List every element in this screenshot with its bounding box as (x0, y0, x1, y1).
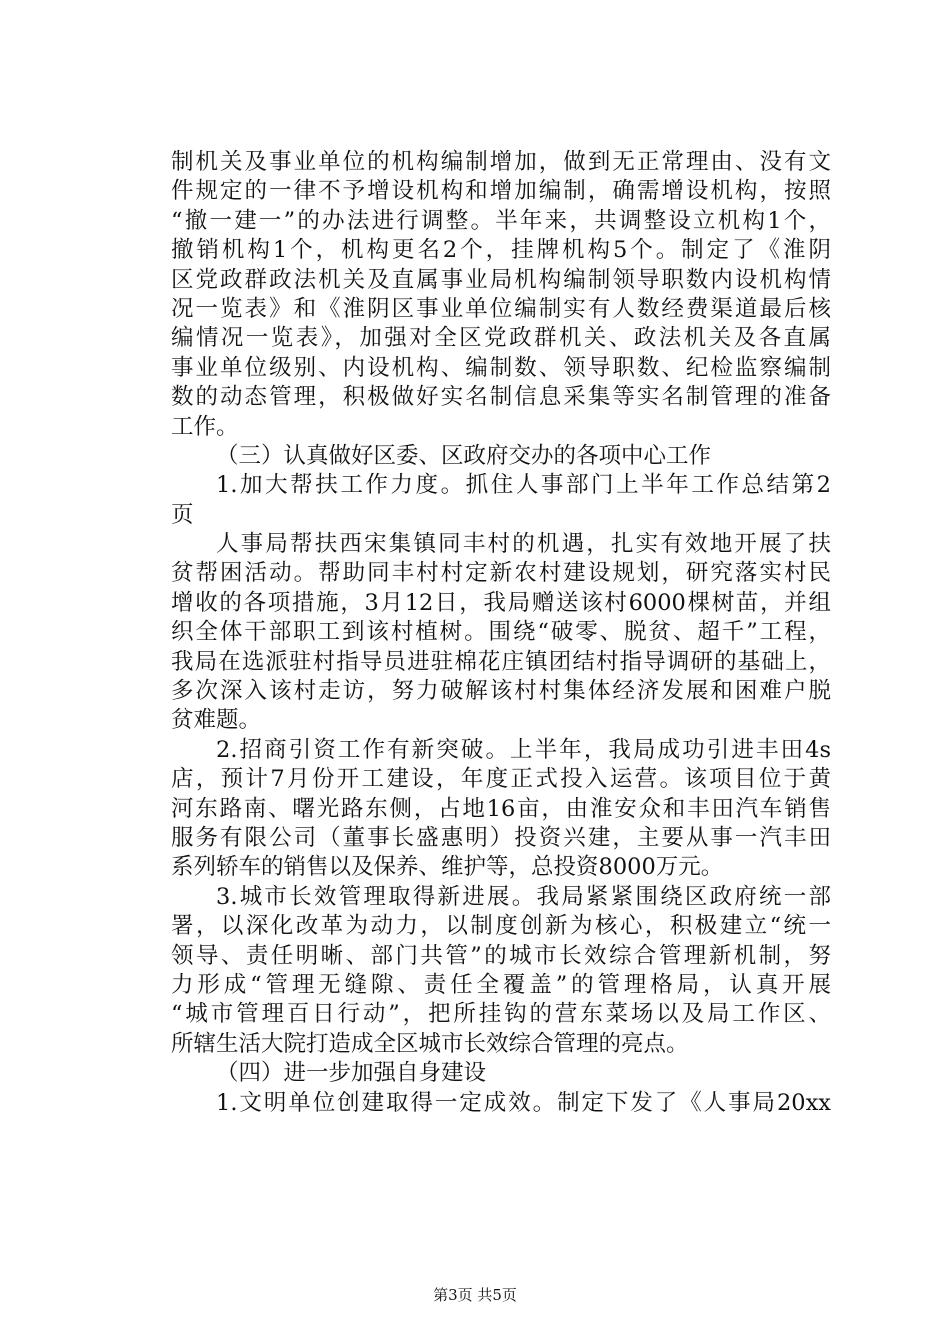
text-line: 件规定的一律不予增设机构和增加编制，确需增设机构，按照 (171, 178, 831, 205)
text-line: 区党政群政法机关及直属事业局机构编制领导职数内设机构情 (171, 266, 831, 293)
paragraph-item-3-3 (171, 883, 831, 1059)
text-line: “撤一建一”的办法进行调整。半年来，共调整设立机构1个， (171, 207, 831, 234)
text-line: 织全体干部职工到该村植树。围绕“破零、脱贫、超千”工程， (171, 619, 831, 646)
page-number: 第3页 共5页 (433, 1286, 517, 1304)
section-heading-4 (171, 1059, 831, 1088)
text-line: 制机关及事业单位的机构编制增加，做到无正常理由、没有文 (171, 149, 831, 175)
text-line: 服务有限公司（董事长盛惠明）投资兴建，主要从事一汽丰田 (171, 824, 831, 851)
paragraph-intro-continued (171, 148, 831, 442)
text-line: 力形成“管理无缝隙、责任全覆盖”的管理格局，认真开展 (171, 971, 831, 998)
text-line: 所辖生活大院打造成全区城市长效综合管理的亮点。 (171, 1030, 689, 1057)
page-body (171, 148, 831, 1118)
text-line: 我局在选派驻村指导员进驻棉花庄镇团结村指导调研的基础上， (171, 648, 831, 675)
text-line: 店，预计7月份开工建设，年度正式投入运营。该项目位于黄 (171, 766, 831, 793)
text-line: 页 (171, 501, 194, 528)
text-line: 署，以深化改革为动力，以制度创新为核心，积极建立“统一 (171, 913, 831, 940)
text-line: 人事局帮扶西宋集镇同丰村的机遇，扎实有效地开展了扶 (216, 531, 831, 558)
paragraph-item-3-1 (171, 471, 831, 530)
text-line: 编情况一览表》，加强对全区党政群机关、政法机关及各直属 (171, 325, 831, 352)
text-line: 况一览表》和《淮阴区事业单位编制实有人数经费渠道最后核 (171, 295, 831, 322)
text-line: 河东路南、曙光路东侧，占地16亩，由淮安众和丰田汽车销售 (171, 795, 831, 822)
text-line: 贫难题。 (171, 707, 262, 734)
text-line: 2.招商引资工作有新突破。上半年，我局成功引进丰田4s (216, 736, 831, 763)
page-footer (0, 1285, 950, 1305)
text-line: “城市管理百日行动”，把所挂钩的营东菜场以及局工作区、 (171, 1001, 831, 1028)
text-line: 3.城市长效管理取得新进展。我局紧紧围绕区政府统一部 (216, 883, 831, 910)
text-line: 1.文明单位创建取得一定成效。制定下发了《人事局20xx (216, 1089, 831, 1116)
text-line: 事业单位级别、内设机构、编制数、领导职数、纪检监察编制 (171, 354, 831, 381)
heading-line: （三）认真做好区委、区政府交办的各项中心工作 (216, 442, 712, 469)
text-line: 撤销机构1个，机构更名2个，挂牌机构5个。制定了《淮阴 (171, 237, 831, 264)
text-line: 多次深入该村走访，努力破解该村村集体经济发展和困难户脱 (171, 678, 831, 705)
text-line: 系列轿车的销售以及保养、维护等，总投资8000万元。 (171, 854, 724, 881)
paragraph-item-3-1-body (171, 530, 831, 736)
paragraph-item-3-2 (171, 736, 831, 883)
text-line: 贫帮困活动。帮助同丰村村定新农村建设规划，研究落实村民 (171, 560, 831, 587)
text-line: 数的动态管理，积极做好实名制信息采集等实名制管理的准备 (171, 384, 831, 411)
text-line: 增收的各项措施，3月12日，我局赠送该村6000棵树苗，并组 (171, 589, 831, 616)
paragraph-item-4-1 (171, 1089, 831, 1118)
section-heading-3 (171, 442, 831, 471)
text-line: 领导、责任明晰、部门共管”的城市长效综合管理新机制，努 (171, 942, 831, 969)
text-line: 1.加大帮扶工作力度。抓住人事部门上半年工作总结第2 (216, 472, 831, 499)
text-line: 工作。 (171, 413, 239, 440)
heading-line: （四）进一步加强自身建设 (216, 1060, 487, 1087)
